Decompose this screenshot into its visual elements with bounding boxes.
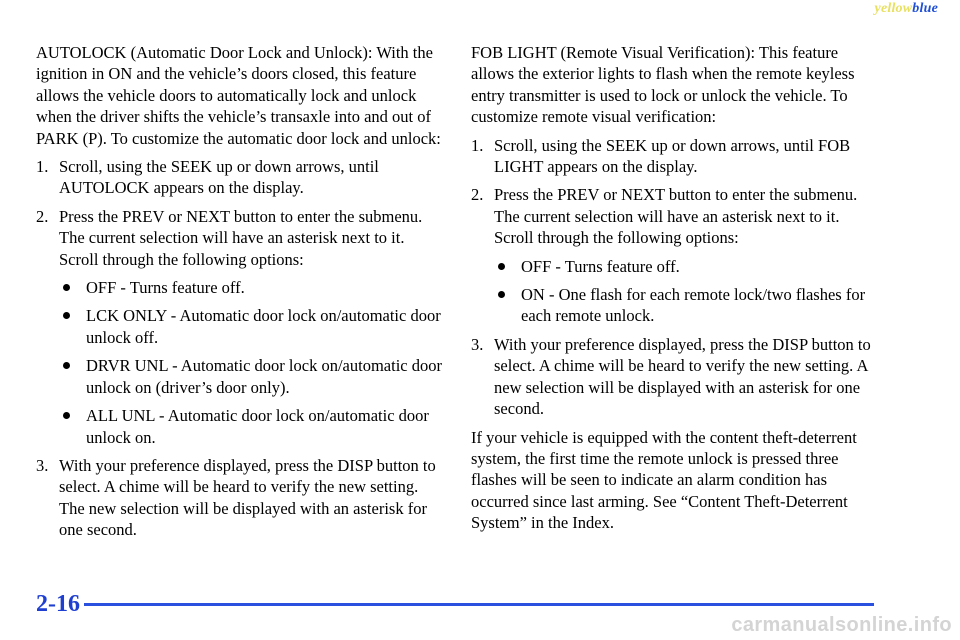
step-number: 1. xyxy=(36,157,49,177)
step-item xyxy=(471,184,881,248)
option-bullet xyxy=(59,277,446,298)
step-number: 1. xyxy=(471,135,484,155)
bullet-dot-icon xyxy=(59,277,86,298)
bullet-dot-icon xyxy=(59,355,86,398)
step-item xyxy=(36,156,446,199)
left-column xyxy=(36,42,446,548)
footer-divider xyxy=(84,603,874,606)
page-number: 2-16 xyxy=(36,591,80,617)
edition-tag-blue: blue xyxy=(912,1,938,16)
bullet-dot-icon xyxy=(59,305,86,348)
option-bullet xyxy=(494,256,881,277)
right-column xyxy=(471,42,881,541)
step-text: With your preference displayed, press the DISP button to select. A chime will be heard to verify the new setting. A new selection will be displayed with an asterisk for one second. xyxy=(494,334,871,419)
step-text: Press the PREV or NEXT button to enter the submenu. The current selection will have an asterisk next to it. Scroll through the following options: xyxy=(494,185,858,248)
option-text: OFF - Turns feature off. xyxy=(521,256,680,276)
bullet-dot-icon xyxy=(59,405,86,448)
bullet-dot-icon xyxy=(494,284,521,327)
step-item xyxy=(471,135,881,178)
step-item xyxy=(471,334,881,420)
option-bullet xyxy=(59,305,446,348)
option-bullet xyxy=(494,284,881,327)
step-number: 3. xyxy=(36,455,49,475)
edition-tag-yellow: yellow xyxy=(874,1,913,16)
option-bullet xyxy=(59,405,446,448)
option-text: DRVR UNL - Automatic door lock on/automatic door unlock on (driver’s door only). xyxy=(86,356,442,397)
fob-light-intro: FOB LIGHT (Remote Visual Verification): This feature allows the exterior lights to flash when the remote keyless entry transmitter is used to lock or unlock the vehicle. To customize remote visual verification: xyxy=(471,43,855,127)
theft-deterrent-note: If your vehicle is equipped with the content theft-deterrent system, the first time the remote unlock is pressed three flashes will be seen to indicate an alarm condition has occurred since last arming. See “Content Theft-Deterrent System” in the Index. xyxy=(471,427,857,533)
step-text: With your preference displayed, press the DISP button to select. A chime will be heard to verify the new setting. The new selection will be displayed with an asterisk for one second. xyxy=(59,455,436,540)
option-bullet xyxy=(59,355,446,398)
step-number: 2. xyxy=(36,206,49,226)
step-number: 2. xyxy=(471,185,484,205)
step-item xyxy=(36,206,446,270)
edition-tag xyxy=(875,1,938,17)
site-watermark: carmanualsonline.info xyxy=(731,614,952,636)
option-text: ALL UNL - Automatic door lock on/automatic door unlock on. xyxy=(86,406,429,447)
step-text: Scroll, using the SEEK up or down arrows, until FOB LIGHT appears on the display. xyxy=(494,135,851,177)
step-text: Press the PREV or NEXT button to enter the submenu. The current selection will have an asterisk next to it. Scroll through the following options: xyxy=(59,206,423,269)
bullet-dot-icon xyxy=(494,256,521,277)
autolock-intro: AUTOLOCK (Automatic Door Lock and Unlock): With the ignition in ON and the vehicle’s doors closed, this feature allows the vehicle doors to automatically lock and unlock when the driver shifts the vehicle’s transaxle into and out of PARK (P). To customize the automatic door lock and unlock: xyxy=(36,43,441,148)
step-item xyxy=(36,455,446,541)
option-text: LCK ONLY - Automatic door lock on/automatic door unlock off. xyxy=(86,306,441,347)
option-text: OFF - Turns feature off. xyxy=(86,278,245,298)
step-number: 3. xyxy=(471,334,484,354)
option-text: ON - One flash for each remote lock/two flashes for each remote unlock. xyxy=(521,285,866,326)
step-text: Scroll, using the SEEK up or down arrows, until AUTOLOCK appears on the display. xyxy=(59,157,379,198)
